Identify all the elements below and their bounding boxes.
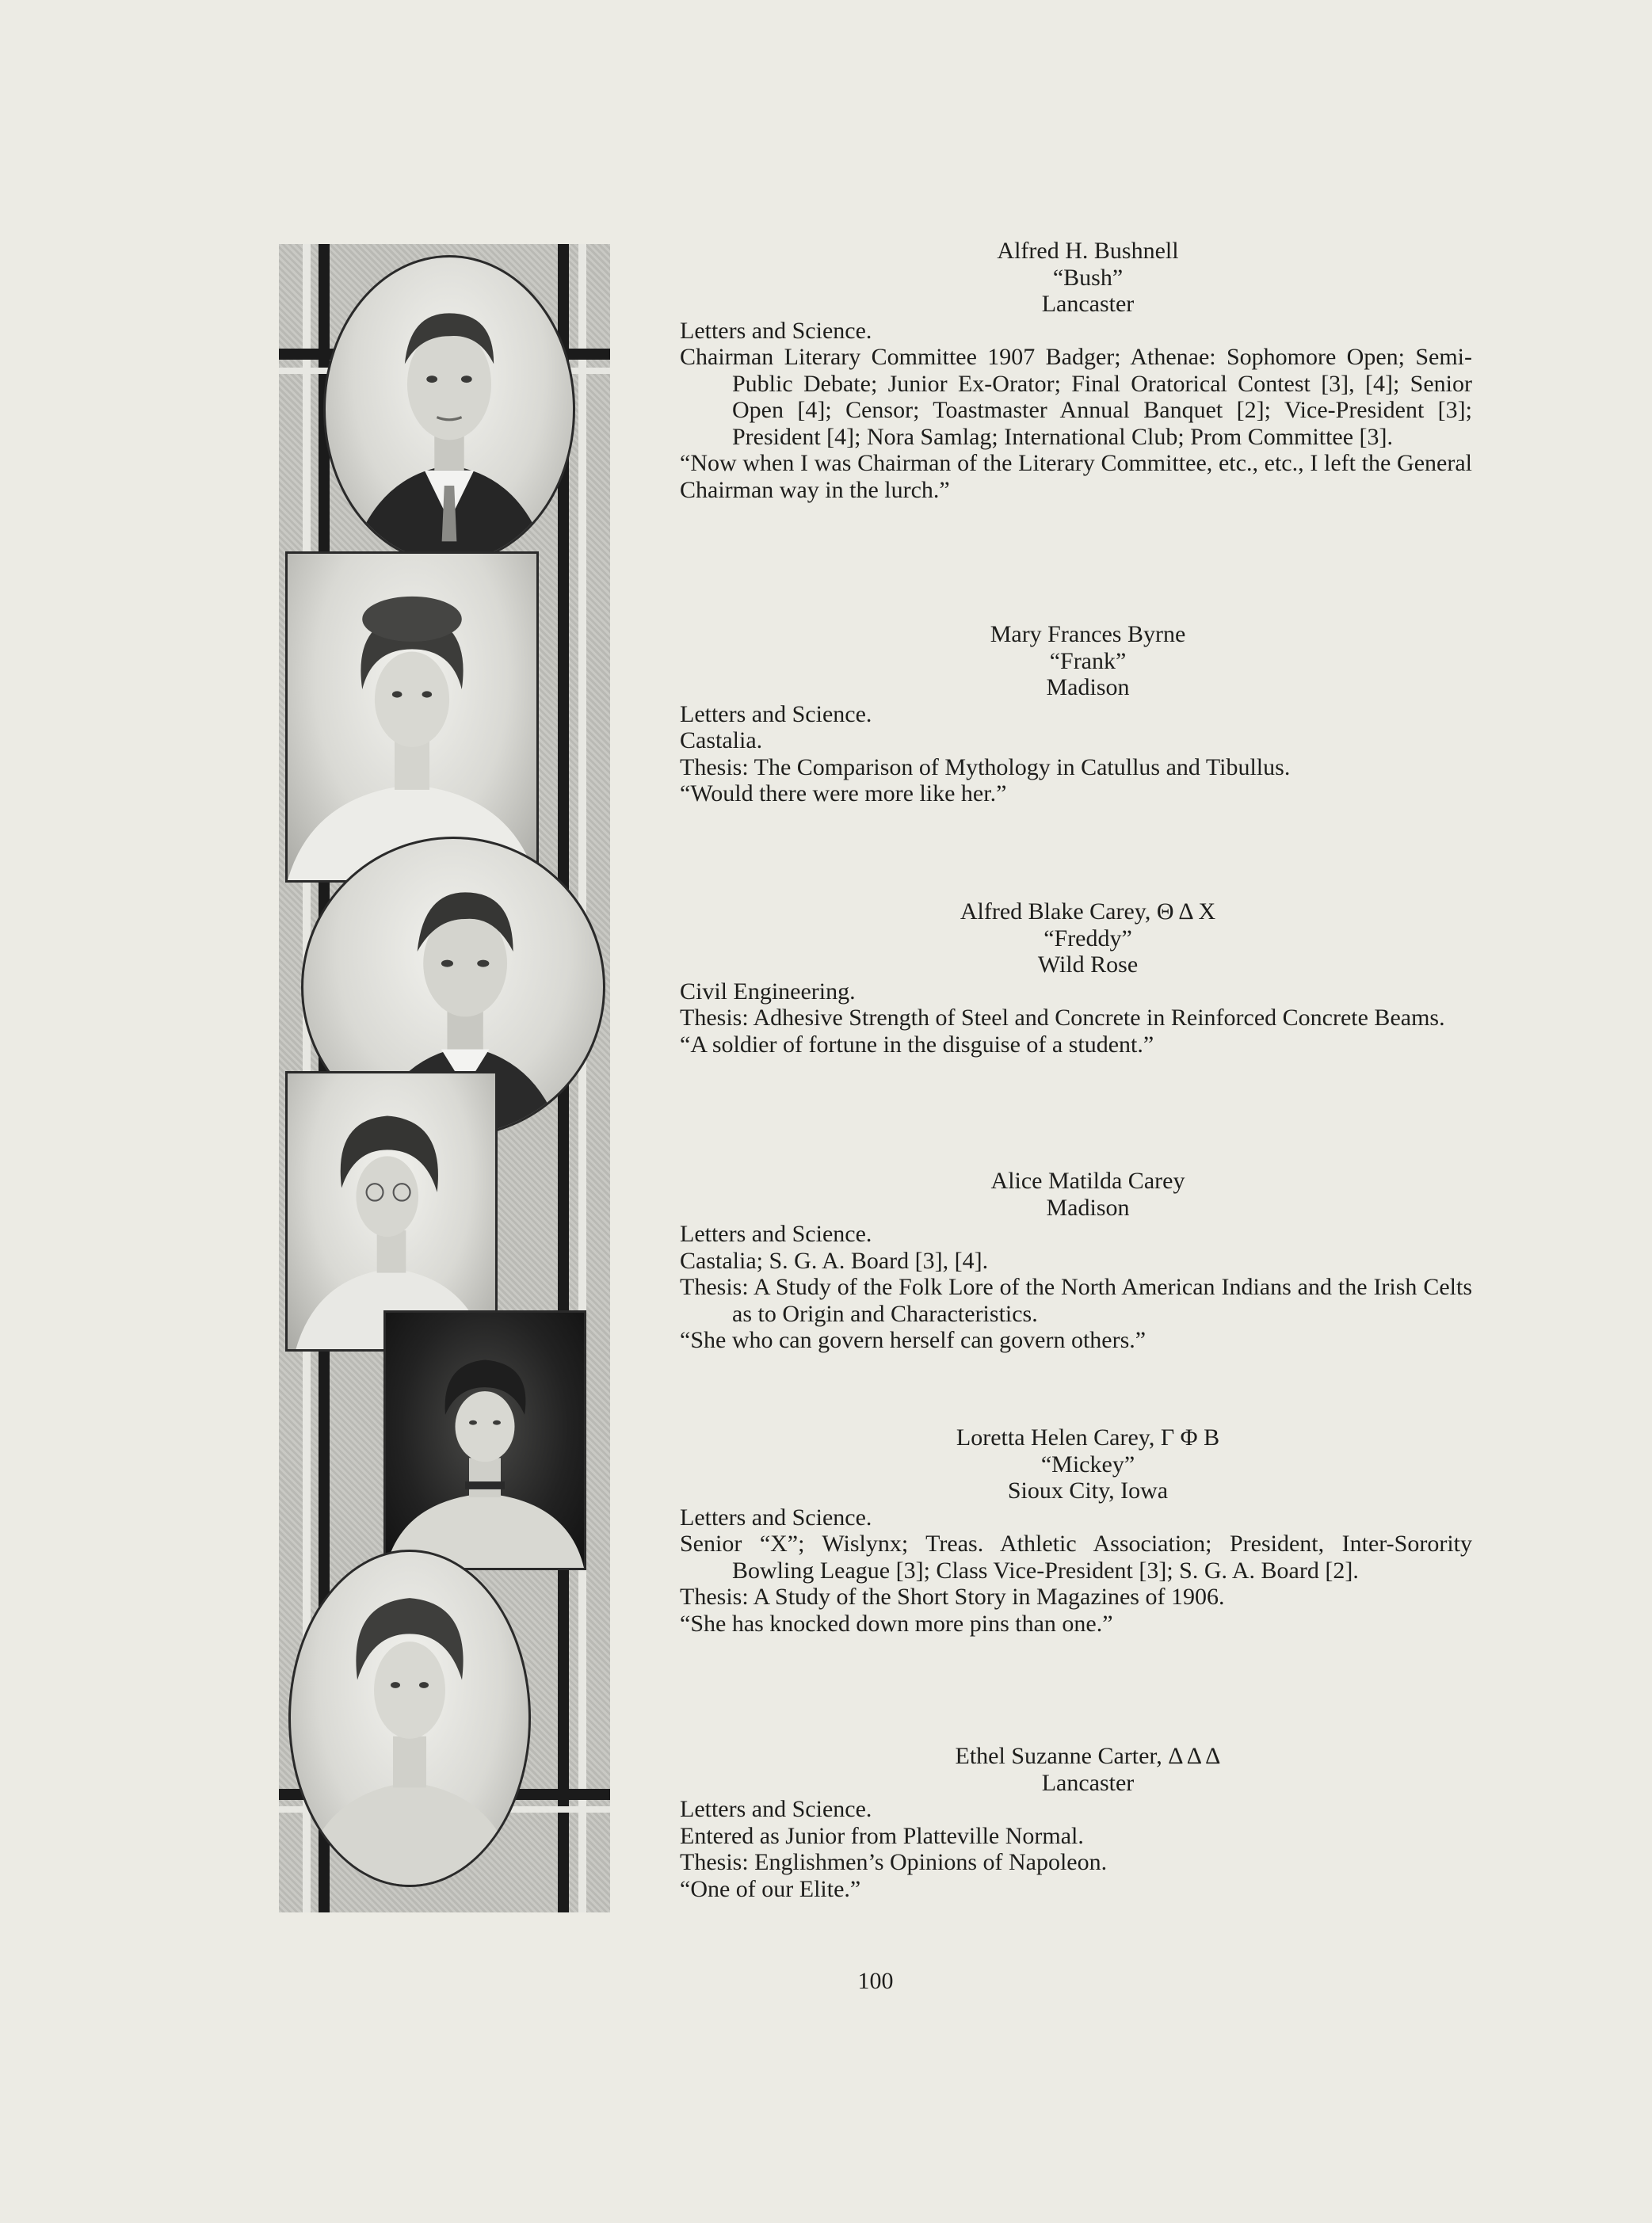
portrait-column [279, 244, 610, 1912]
entry-name: Alfred H. Bushnell [997, 238, 1179, 264]
entry-hometown: Sioux City, Iowa [1007, 1478, 1169, 1504]
page-number: 100 [857, 1968, 894, 1994]
entry-hometown: Lancaster [1041, 291, 1135, 317]
entry-hometown: Lancaster [1041, 1769, 1135, 1796]
entry-thesis: Thesis: A Study of the Short Story in Magazines of 1906. [680, 1584, 1225, 1610]
entry-heading [704, 238, 1472, 318]
entry-alfred-bushnell [680, 238, 1472, 503]
entry-quote: “Would there were more like her.” [680, 780, 1007, 806]
entry-course: Letters and Science. [680, 317, 872, 344]
portrait-loretta-carey [383, 1310, 586, 1570]
entry-hometown: Wild Rose [1037, 951, 1139, 978]
entry-mary-byrne [680, 621, 1472, 807]
entry-quote: “She who can govern herself can govern others.” [680, 1327, 1146, 1353]
entry-course: Letters and Science. [680, 1796, 872, 1822]
entry-alfred-carey [680, 898, 1472, 1058]
entry-hometown: Madison [1046, 1194, 1130, 1221]
entry-activities: Entered as Junior from Platteville Normal. [680, 1822, 1084, 1849]
entry-course: Letters and Science. [680, 700, 872, 727]
entry-quote: “She has knocked down more pins than one.” [680, 1610, 1113, 1637]
entry-hometown: Madison [1046, 674, 1130, 700]
entry-thesis: Thesis: Englishmen’s Opinions of Napoleon. [680, 1849, 1108, 1875]
entry-nickname: “Mickey” [1040, 1451, 1135, 1478]
entry-name: Alfred Blake Carey, Θ Δ X [960, 898, 1216, 925]
entry-thesis: Thesis: Adhesive Strength of Steel and Concrete in Reinforced Concrete Beams. [680, 1005, 1445, 1031]
entry-loretta-carey [680, 1424, 1472, 1637]
entry-course: Civil Engineering. [680, 978, 856, 1005]
entry-nickname: “Bush” [1052, 264, 1124, 291]
entry-alice-carey [680, 1168, 1472, 1354]
entry-activities: Castalia. [680, 727, 763, 753]
entry-course: Letters and Science. [680, 1504, 872, 1531]
entry-thesis: Thesis: A Study of the Folk Lore of the North American Indians and the Irish Celts as to Origin and Characteristics. [680, 1274, 1472, 1327]
entry-name: Alice Matilda Carey [990, 1168, 1185, 1194]
entry-ethel-carter [680, 1743, 1472, 1902]
entry-activities: Castalia; S. G. A. Board [3], [4]. [680, 1247, 989, 1274]
entry-quote: “Now when I was Chairman of the Literary Committee, etc., etc., I left the General Chairman way in the lurch.” [680, 450, 1472, 503]
entry-course: Letters and Science. [680, 1221, 872, 1247]
entry-heading [704, 621, 1472, 701]
entry-name: Mary Frances Byrne [990, 621, 1186, 647]
portrait-alfred-bushnell [323, 255, 575, 564]
entry-heading [704, 1424, 1472, 1504]
entry-heading [704, 1168, 1472, 1221]
portrait-ethel-carter [288, 1550, 531, 1887]
entry-quote: “One of our Elite.” [680, 1875, 861, 1902]
entry-activities: Senior “X”; Wislynx; Treas. Athletic Association; President, Inter-Sorority Bowling League [3]; Class Vice-President [3]; S. G. A. Board [2]. [680, 1531, 1472, 1584]
portrait-alice-carey [285, 1071, 498, 1352]
entry-nickname: “Frank” [1049, 647, 1127, 674]
entry-name: Ethel Suzanne Carter, Δ Δ Δ [955, 1743, 1221, 1769]
entry-heading [704, 1743, 1472, 1796]
entry-thesis: Thesis: The Comparison of Mythology in Catullus and Tibullus. [680, 753, 1291, 780]
entry-quote: “A soldier of fortune in the disguise of a student.” [680, 1031, 1154, 1058]
entry-heading [704, 898, 1472, 978]
entry-name: Loretta Helen Carey, Γ Φ Β [956, 1424, 1220, 1451]
entry-nickname: “Freddy” [1043, 925, 1132, 951]
portrait-mary-byrne [285, 551, 539, 883]
entry-activities: Chairman Literary Committee 1907 Badger; Athenae: Sophomore Open; Semi-Public Debate; Junior Ex-Orator; Final Oratorical Contest [3], [4]; Senior Open [4]; Censor; Toastmaster Annual Banquet [2]; Vice-President [3]; President [4]; Nora Samlag; International Club; Prom Committee [3]. [680, 344, 1472, 450]
